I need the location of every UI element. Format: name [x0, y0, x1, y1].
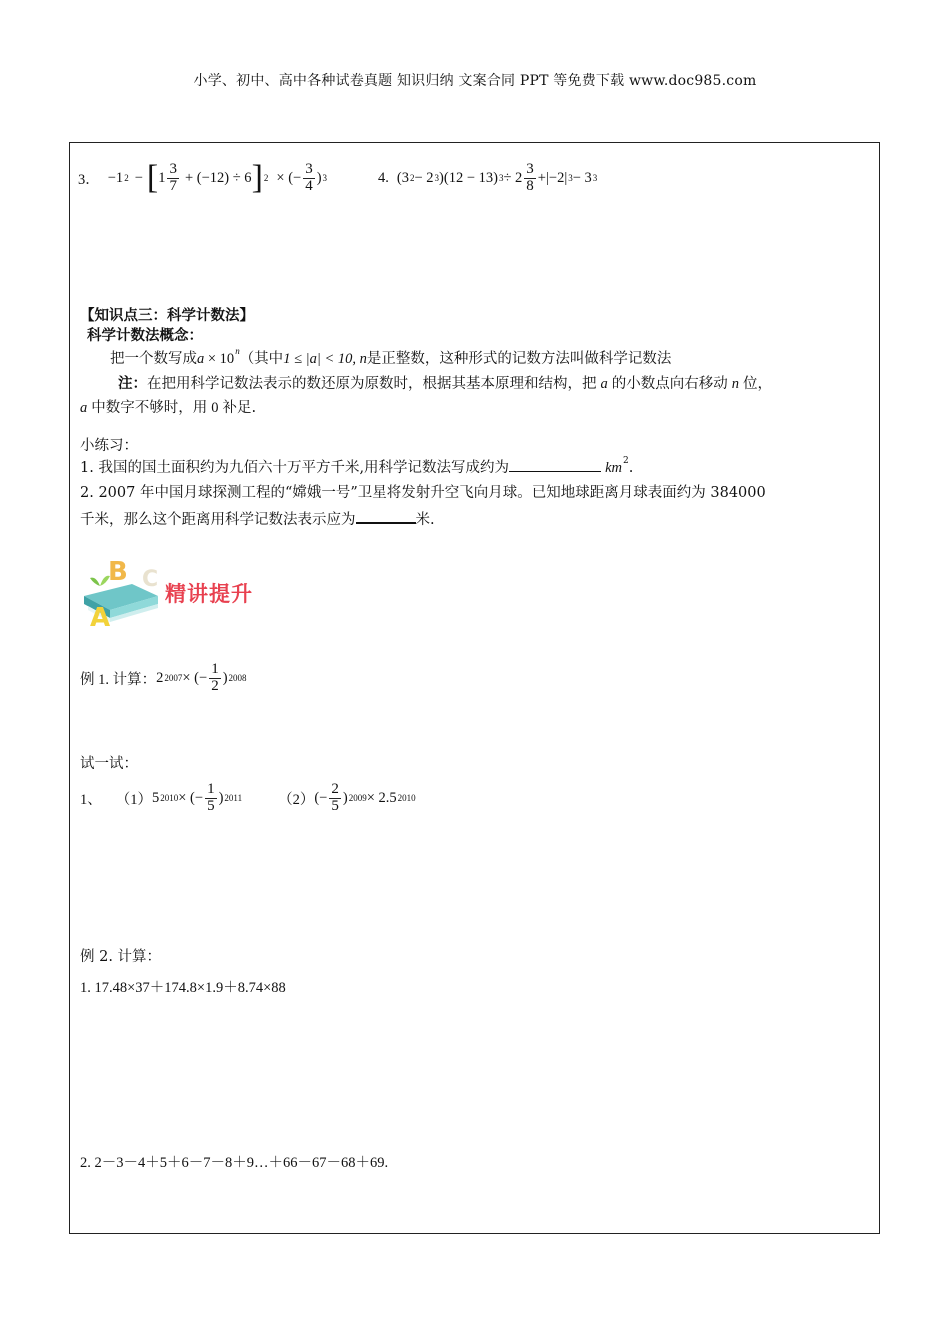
example-2-q1: 1. 17.48×37＋174.8×1.9＋8.74×88	[80, 980, 286, 996]
letter-a: A	[90, 603, 111, 630]
practice-title: 小练习：	[80, 438, 138, 454]
example-2-q2: 2. 2－3－4＋5＋6－7－8＋9…＋66－67－68＋69.	[80, 1155, 389, 1171]
knowledge-heading: 【知识点三：科学计数法】	[80, 307, 254, 324]
practice-q2-line1: 2. 2007 年中国月球探测工程的“嫦娥一号”卫星将发射升空飞向月球。已知地球距离月球表面约为 384000	[80, 485, 766, 501]
try-item-1: 1、 （1） 5 2010 × (− $\frac{1}{5}$ ) 2011 （2） (− $\frac{2}{5}$ ) 2009 × 2.5 2010	[80, 780, 416, 814]
badge-title: 精讲提升	[165, 582, 253, 606]
concept-title: 科学计数法概念：	[87, 327, 203, 344]
letter-b: B	[108, 557, 128, 587]
example-2-label: 例 2. 计算：	[80, 949, 162, 965]
example-1-label: 例 1. 计算：	[80, 671, 157, 688]
problem-4: 4. (3 2 − 2 3 )(12 − 13) 3 ÷ 2 $\frac{3}{8}$ + |−2| 3 − 3 3	[378, 160, 598, 194]
letter-c: C	[142, 567, 159, 592]
note-line-1: 注：在把用科学记数法表示的数还原为原数时，根据其基本原理和结构，把 a 的小数点向右移动 n 位，	[118, 375, 772, 392]
section-badge	[80, 556, 270, 630]
problem-4-label: 4.	[378, 169, 389, 186]
definition-line: 把一个数写成$a \times 10^n$（其中1 ≤ |a| < 10, n是正整数，这种形式的记数方法叫做科学记数法	[110, 346, 672, 367]
example-1: 例 1. 计算： 2 2007 × (− $\frac{1}{2}$ ) 2008	[80, 660, 247, 694]
page-header: 小学、初中、高中各种试卷真题 知识归纳 文案合同 PPT 等免费下载 www.doc985.com	[193, 73, 757, 89]
problem-3-label: 3．	[78, 171, 100, 188]
practice-q1: 1. 我国的国土面积约为九佰六十万平方千米,用科学记数法写成约为 $km^2$.	[80, 456, 634, 476]
answer-blank-2[interactable]	[356, 522, 416, 524]
try-title: 试一试：	[80, 756, 138, 772]
practice-q2-line2: 千米，那么这个距离用科学记数法表示应为 米.	[80, 512, 435, 528]
note-line-2: a 中数字不够时，用 0 补足.	[80, 400, 257, 416]
answer-blank-1[interactable]	[509, 471, 601, 472]
problem-3: 3． −1 2 − [ 1 $\frac{3}{7}$ + (−12) ÷ 6 ] 2 × (− $\frac{3}{4}$ ) 3	[78, 159, 328, 196]
